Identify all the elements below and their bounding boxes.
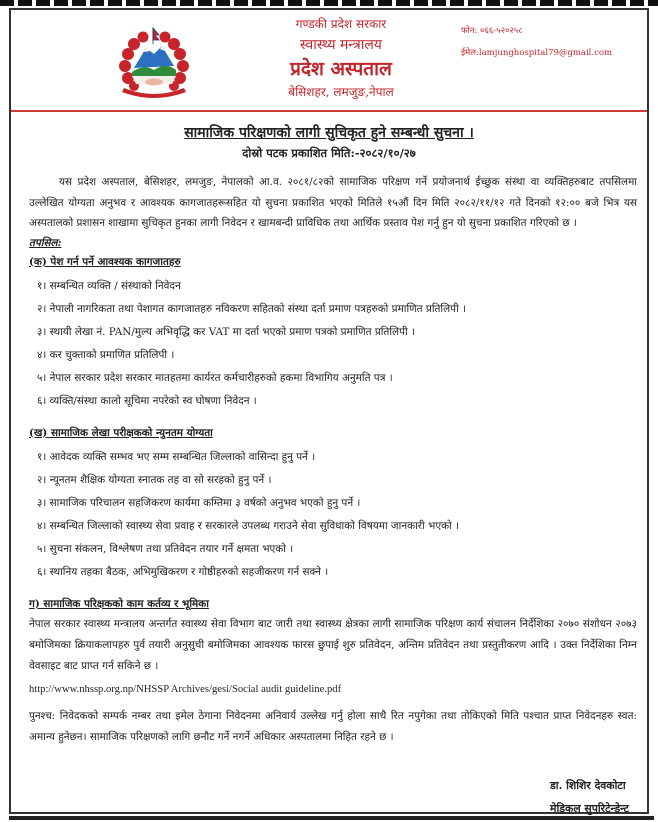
list-item: ५। सुचना संकलन, विश्लेषण तथा प्रतिवेदन तयार गर्ने क्षमता भएको । [37,542,294,555]
top-dashed-border [0,0,658,6]
guideline-url[interactable]: http://www.nhssp.org.np/NHSSP Archives/gesi/Social audit guideline.pdf [29,683,342,695]
email-address: ईमेल:lamjunghospital79@gmail.com [461,48,613,58]
office-name-block [211,14,471,102]
hospital-name: प्रदेश अस्पताल [290,58,392,80]
list-item: १। आवेदक व्यक्ति सम्भव भए सम्म सम्बन्धित जिल्लाको वासिन्दा हुनु पर्ने । [37,450,316,463]
list-item: २। नेपाली नागरिकता तथा पेशागत कागजातहरु नविकरण सहितको संस्था दर्ता प्रमाण पत्रहरुको प्रमाणित प्रतिलिपी । [37,302,467,315]
signatory-name: डा. शिशिर देवकोटा [550,779,626,792]
phone-number: फोन: ०६६-५२०२५८ [461,26,523,36]
section-ka-list [29,275,637,413]
header-divider [11,110,647,112]
list-item: २। न्यूनतम शैक्षिक योग्यता स्नातक तह वा सो सरहको हुनु पर्ने । [37,473,272,486]
publish-date: दोस्रो पटक प्रकाशित मिति:-२०८२/१०/२७ [242,146,416,160]
list-item: ३। सामाजिक परिचालन सहजिकरण कार्यमा कम्तिमा ३ वर्षको अनुभव भएको हुनु पर्ने । [37,496,361,509]
bottom-border [9,816,654,820]
section-ga-heading: ग) सामाजिक परिक्षकको काम कर्तव्य र भूमिका [29,597,209,610]
section-ka-heading: (क) पेश गर्न पर्ने आवश्यक कागजातहरु [29,255,181,268]
contact-block [461,20,612,64]
list-item: ६। व्यक्ति/संस्था कालो सूचिमा नपरेको स्व घोषणा निवेदन । [37,394,257,407]
section-kha-heading: (ख) सामाजिक लेखा परीक्षकको न्युनतम योग्यता [29,426,213,439]
list-item: ६। स्थानिय तहका बैठक, अभिमुखिकरण र गोष्ठीहरुको सहजीकरण गर्न सक्ने । [37,565,329,578]
tapasil-label: तपसिल: [29,236,62,249]
signature-block [550,774,629,820]
province-government: गण्डकी प्रदेश सरकार [295,17,387,31]
hospital-address: बेसिशहर, लमजुङ,नेपाल [288,85,394,99]
ministry-name: स्वास्थ्य मन्त्रालय [300,37,382,53]
section-ga-text: नेपाल सरकार स्वास्थ्य मन्त्रालय अन्तर्गत स्वास्थ्य सेवा विभाग बाट जारी तथा स्वास्थ्य क्षेत्रका लागी सामाजिक परिक्षण कार्य संचालन निर्देशिका २०७० संशोधन २०७३ बमोजिमका क्रियाकलापहरु पुर्व तयारी अनुसुची बमोजिमका आवश्यक फारस छुपाई शुरु प्रतिवेदन, अन्तिम प्रतिवेदन तथा प्रस्तुतीकरण आदि । उक्त निर्देशिका निम्न वेवसाइट बाट प्राप्त गर्न सकिने छ । [29,617,637,672]
list-item: ३। स्थायी लेखा नं. PAN/मुल्य अभिवृद्धि कर VAT मा दर्ता भएको प्रमाण पत्रको प्रमाणित प्रतिलिपी । [37,325,415,338]
postscript: पुनश्च: निवेदकको सम्पर्क नम्बर तथा इमेल ठेगाना निवेदनमा अनिवार्य उल्लेख गर्नु होला साथै रित नपुगेका तथा तोकिएको मिति पश्चात प्राप्त निवेदनहरु स्वत: अमान्य हुनेछन। सामाजिक परिक्षणको लागि छनौट गर्ने नगर्ने अधिकार अस्पतालमा निहित रहने छ । [29,709,637,743]
notice-title: सामाजिक परिक्षणको लागी सुचिकृत हुने सम्बन्धी सुचना । [184,125,474,141]
letterhead-header [11,10,647,112]
section-kha-list [29,446,637,584]
list-item: ५। नेपाल सरकार प्रदेश सरकार मातहतमा कार्यरत कर्मचारीहरुको हकमा विभागिय अनुमति पत्र । [37,371,393,384]
list-item: ४। कर चुक्ताको प्रमाणित प्रतिलिपी । [37,348,175,361]
intro-paragraph: यस प्रदेश अस्पताल, बेसिशहर, लमजुङ, नेपालको आ.व. २०८१/८२को सामाजिक परिक्षण गर्ने प्रयोजनार्थ ईच्छुक संस्था वा व्यक्तिहरुबाट तपसिलमा उल्लेखित योग्यता अनुभव र आवश्यक कागजातहरूसहित यो सुचना प्रकाशित भएको मितिले १५औं दिन मिति २०८२/११/१२ गते दिनको १२:०० बजे भित्र यस अस्पतालको प्रशासन शाखामा सुचिकृत हुनका लागी निवेदन र खामबन्दी प्राविधिक तथा आर्थिक प्रस्ताव पेश गर्नु हुन यो सुचना प्रकाशित गरिएको छ । [29,176,637,229]
nepal-emblem-icon [114,24,194,102]
list-item: ४। सम्बन्धित जिल्लाको स्वास्थ्य सेवा प्रवाह र सरकारले उपलब्ध गराउने सेवा सुविधाको विषयमा जानकारी भएको । [37,519,459,532]
letterhead-frame [9,8,649,814]
list-item: १। सम्बन्धित व्यक्ति / संस्थाको निवेदन [37,279,181,292]
signatory-designation: मेडिकल सुपरिटेन्डेन्ट [550,802,629,815]
notice-body [29,172,637,748]
